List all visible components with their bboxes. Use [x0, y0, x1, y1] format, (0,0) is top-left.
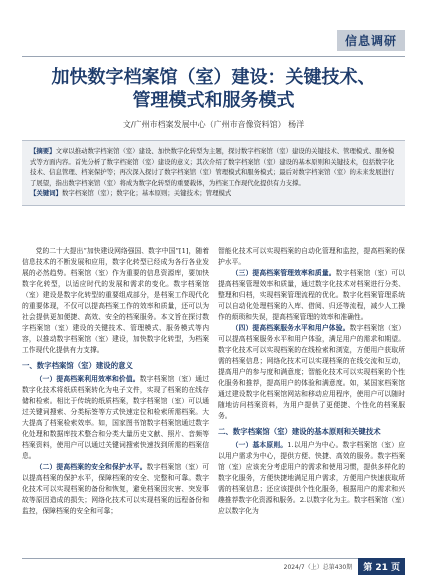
keywords: [30, 188, 397, 199]
byline: 文/广州市档案发展中心（广州市音像资料馆） 杨洋: [122, 120, 305, 129]
header-rule: [22, 56, 405, 57]
abstract: [30, 146, 397, 188]
intro-paragraph: 党的二十大提出“加快建设网络强国、数字中国”[1]，随着信息技术的不断发展和应用，数字化转型已经成为各行各业发展的必然趋势。档案馆（室）作为重要的信息资源库，要加快数字化转型，以适应时代的发展和需求的变化。数字档案馆（室）建设是数字化转型的重要组成部分，是档案工作现代化的重要体现，不仅可以提高档案工作的效率和质量，还可以为社会提供更加便捷、高效、安全的档案服务。本文旨在探讨数字档案馆（室）建设的关键技术、管理模式、服务模式等内容，以推动数字档案馆（室）建设，加快数字化转型，为档案工作现代化提供有力支撑。: [22, 247, 209, 354]
subheading-s3: （三）提高档案管理效率和质量。: [231, 269, 336, 277]
subheading-s4: （四）提高档案服务水平和用户体验。: [231, 324, 350, 332]
paragraph-s5: [218, 440, 405, 517]
paragraph-s2: [22, 462, 209, 517]
left-column: [22, 246, 209, 546]
issue-info: 2024/7（上）总第430期: [283, 564, 353, 571]
title-line-1: 加快数字档案馆（室）建设：关键技术、: [51, 67, 376, 88]
right-column: [218, 246, 405, 546]
text-s5: 1.以用户为中心。数字档案馆（室）应以用户需求为中心，提供方便、快捷、高效的服务。数字档案馆（室）应该充分考虑用户的需求和使用习惯，提供多样化的数字化服务，方便快捷地满足用户需求，方便用户快速获取所需的档案信息；还应该提供个性化服务，根据用户的需求和兴趣推荐数字化资源和服务。2.以数字化为主。数字档案馆（室）应以数字化为: [218, 441, 405, 515]
keywords-tag: 【关键词】: [30, 189, 62, 197]
section-tag: 信息调研: [337, 30, 405, 51]
text-s4: 数字档案馆（室）可以提高档案服务水平和用户体验，满足用户的需求和期望。数字化技术可以实现档案的在线检索和浏览，方便用户获取所需的档案信息；网络化技术可以实现档案的在线交流和互动，提高用户的参与度和满意度；智能化技术可以实现档案的个性化服务和推荐，提高用户的体验和满意度。如，某国家档案馆通过建设数字化档案馆网站和移动应用程序，使用户可以随时随地访问档案资料，为用户提供了更便捷、个性化的档案服务。: [218, 324, 406, 420]
continued-paragraph: 智能化技术可以实现档案的自动化管理和监控，提高档案的保护水平。: [218, 247, 405, 266]
article-title: [0, 66, 427, 112]
page-number: 第 21 页: [358, 558, 405, 575]
paragraph-s1: [22, 374, 209, 462]
heading-2: 二、数字档案馆（室）建设的基本原则和关键技术: [218, 427, 381, 436]
abstract-text: 文章以推动数字档案馆（室）建设、加快数字化转型为主题，探讨数字档案馆（室）建设的关键技术、管理模式、服务模式等方面内容。首先分析了数字档案馆（室）建设的意义；其次介绍了数字档案馆（室）建设的基本原则和关键技术，包括数字化技术、信息管理、档案保护等；再次深入探讨了数字档案馆（室）管理模式和服务模式；最后对数字档案馆（室）的未来发展进行了展望，指出数字档案馆（室）将成为数字化转型的重要载体，为档案工作现代化提供有力支撑。: [30, 147, 395, 187]
paragraph-s3: [218, 268, 405, 323]
heading-1: 一、数字档案馆（室）建设的意义: [22, 361, 133, 370]
title-line-2: 管理模式和服务模式: [132, 90, 295, 111]
text-s2: 数字档案馆（室）可以提高档案的保护水平，保障档案的安全、完整和可靠。数字化技术可以实现档案的备份和恢复，避免档案因灾害、突发事故等原因造成的损失；网络化技术可以实现档案的远程备份和监控，保障档案的安全和可靠；: [22, 463, 210, 515]
body-columns: [22, 246, 405, 546]
paragraph-s4: [218, 323, 405, 422]
subheading-s1: （一）提高档案利用效率和价值。: [35, 375, 140, 383]
subheading-s2: （二）提高档案的安全和保护水平。: [35, 463, 147, 471]
abstract-tag: 【摘要】: [30, 147, 56, 155]
keywords-text: 数字档案馆（室）；数字化；基本原则；关键技术；管理模式: [61, 189, 232, 197]
subheading-s5: （一）基本原则。: [231, 441, 288, 449]
text-s3: 数字档案馆（室）可以提高档案管理效率和质量，通过数字化技术对档案进行分类、整理和归档，实现档案管理流程的优化。数字化档案管理系统可以自动化处理档案的入库、借阅、归还等流程，减少人工操作的烦琐和失误，提高档案管理的效率和准确性。: [218, 269, 406, 321]
page-footer: [284, 558, 405, 575]
text-s1: 数字档案馆（室）通过数字化技术将纸质档案转化为电子文件，实现了档案的在线存储和检索。相比于传统的纸质档案，数字档案馆（室）可以通过关键词搜索、分类标签等方式快速定位和检索所需档案。大大提高了档案检索效率。如，国家图书馆数字档案馆通过数字化处理和数据库技术整合和分类大量历史文献、照片、音频等档案资料，使用户可以通过关键词搜索快速找到所需的档案信息。: [22, 375, 210, 460]
abstract-box: [22, 140, 405, 206]
